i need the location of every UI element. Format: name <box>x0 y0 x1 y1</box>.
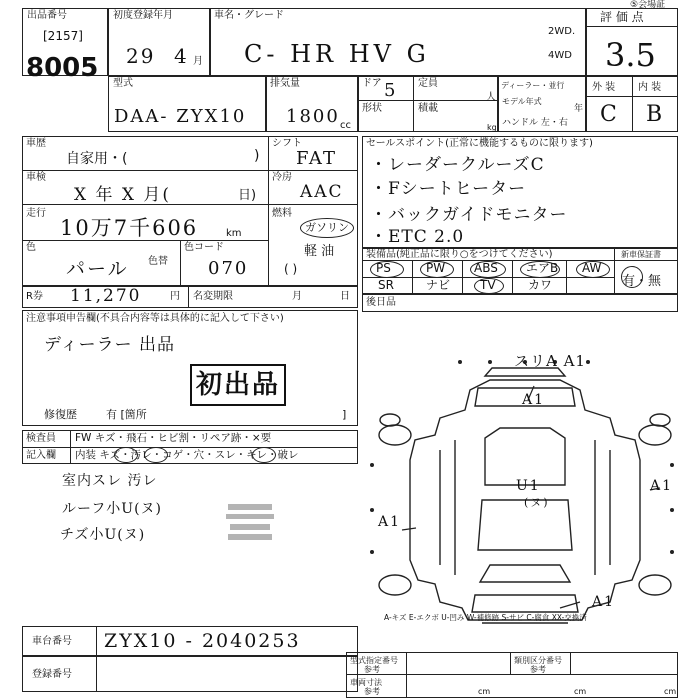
equip-tv: TV <box>480 278 496 292</box>
car-grade-label: 車名・グレード <box>214 10 284 21</box>
shift-label: シフト <box>272 138 302 149</box>
hand-note-3: チズ小U(ヌ) <box>60 527 146 543</box>
exterior-value: C <box>600 102 619 127</box>
type-no-ref: 参考 <box>364 665 380 674</box>
sales-points-label: セールスポイント(正常に機能するものに限ります) <box>366 138 593 149</box>
repair-label: 修復歴 <box>44 408 77 421</box>
sales-point-4: ・ETC 2.0 <box>370 227 465 247</box>
kg-unit: kg <box>487 123 497 132</box>
dims-ref: 参考 <box>364 687 380 696</box>
diagram-mark-bottom: A1 <box>592 594 616 610</box>
sales-point-3: ・バックガイドモニター <box>370 205 568 225</box>
model-year-label: モデル年式 <box>502 97 542 106</box>
chassis-label: 車台番号 <box>32 636 72 647</box>
diagram-legend: A-キズ E-エクボ U-凹み W-補修跡 S-サビ C-腐食 XX-交換済 <box>384 613 587 622</box>
deadline-month: 月 <box>292 291 302 302</box>
equip-navi: ナビ <box>426 278 451 292</box>
notes-text: ディーラー 出品 <box>44 335 176 355</box>
recycle-label: R券 <box>26 291 43 302</box>
equip-aw: AW <box>582 261 602 275</box>
doors-value: 5 <box>384 80 398 101</box>
dealer-label: ディーラー・並行 <box>501 81 565 90</box>
hand-note-1: 室内スレ 汚レ <box>62 473 158 489</box>
equip-leather: カワ <box>528 278 553 292</box>
registration-box <box>22 656 358 692</box>
wd2-label: 2WD. <box>548 26 576 37</box>
color-change-label: 色替 <box>148 256 168 267</box>
inspection-day: 日) <box>238 188 257 203</box>
score-value: 3.5 <box>605 36 656 74</box>
class-label: 類別区分番号 <box>514 656 562 665</box>
recycle-value: 11,270 <box>70 286 142 306</box>
notes-label: 注意事項申告欄(不具合内容等は具体的に記入して下さい) <box>26 313 284 324</box>
diagram-mark-center: U1 <box>516 478 541 494</box>
first-reg-month: 4 <box>174 44 189 68</box>
equip-sr: SR <box>378 278 394 292</box>
year-unit: 年 <box>574 104 584 114</box>
hand-note-2: ルーフ小U(ヌ) <box>62 501 163 517</box>
equip-pw: PW <box>426 261 446 275</box>
fuel-paren: ( ) <box>284 262 298 276</box>
displacement-value: 1800 <box>286 106 340 127</box>
handle-label: ハンドル 左・右 <box>502 118 568 128</box>
top-right-mark: ⑤会場証 <box>630 0 666 10</box>
sales-point-2: ・Fシートヒーター <box>370 179 527 199</box>
ac-label: 冷房 <box>272 172 292 183</box>
inspector-row-1: FW キズ・飛石・ヒビ割・リペア跡・×要 <box>75 432 272 444</box>
dims-cm-2: cm <box>574 687 587 696</box>
dims-label: 車両寸法 <box>350 678 382 687</box>
smudge-mark <box>224 500 280 548</box>
wd4-label: 4WD <box>548 50 572 61</box>
model-label: 型式 <box>113 78 133 89</box>
diagram-mark-center-sub: (ヌ) <box>524 496 550 509</box>
inspection-label: 車検 <box>26 172 46 183</box>
diagram-mark-a1-top: A1 <box>522 392 546 408</box>
later-notes-box <box>362 294 678 312</box>
doors-label: ドア <box>362 78 382 89</box>
first-reg-label: 初度登録年月 <box>113 10 173 21</box>
repair-close: ] <box>342 408 347 421</box>
history-label: 車歴 <box>26 138 46 149</box>
capacity-label: 定員 <box>418 78 438 89</box>
sales-point-1: ・レーダークルーズC <box>370 155 545 175</box>
car-name: C- HR HV G <box>244 40 430 68</box>
inspector-label-1: 検査員 <box>26 433 56 444</box>
cc-unit: cc <box>340 120 351 131</box>
equip-abs: ABS <box>474 261 498 275</box>
month-unit: 月 <box>193 56 203 67</box>
mileage-value: 10万7千606 <box>60 216 199 240</box>
registration-label: 登録番号 <box>32 669 72 680</box>
person-unit: 人 <box>486 92 496 103</box>
fuel-diesel: 軽 油 <box>304 244 335 259</box>
color-label: 色 <box>26 242 36 253</box>
repair-value: 有 [箇所 <box>106 408 147 421</box>
history-value: 自家用・( <box>66 151 128 167</box>
lot-small: [2157] <box>43 29 83 43</box>
equip-airbag: エアB <box>526 261 559 275</box>
lot-number: 8005 <box>26 53 99 83</box>
fuel-label: 燃料 <box>272 208 292 219</box>
fuel-gasoline: ガソリン <box>300 218 354 238</box>
diagram-mark-left: A1 <box>378 514 402 530</box>
yen-unit: 円 <box>170 291 180 302</box>
inspection-value: X 年 X 月( <box>74 185 172 205</box>
title-deadline-label: 名変期限 <box>193 291 233 302</box>
model-value: DAA- ZYX10 <box>114 106 247 127</box>
score-label: 評 価 点 <box>600 10 644 24</box>
chassis-value: ZYX10 - 2040253 <box>104 630 301 652</box>
dims-cm-1: cm <box>478 687 491 696</box>
color-code-value: 070 <box>208 258 249 279</box>
diagram-mark-top: スリA A1 <box>514 352 586 370</box>
deadline-day: 日 <box>340 291 350 302</box>
equipment-label: 装備品(純正品に限り○をつけてください) <box>366 249 553 260</box>
warranty-value: 有・無 <box>622 274 662 289</box>
type-no-label: 型式指定番号 <box>350 656 398 665</box>
warranty-label: 新車保証書 <box>621 250 661 259</box>
lot-label: 出品番号 <box>27 10 67 21</box>
dims-cm-3: cm <box>664 687 677 696</box>
interior-value: B <box>646 102 665 127</box>
km-unit: km <box>226 228 242 239</box>
displacement-label: 排気量 <box>270 78 300 89</box>
shift-value: FAT <box>296 148 337 169</box>
history-close: ) <box>254 148 260 164</box>
mileage-label: 走行 <box>26 208 46 219</box>
first-listing-stamp: 初出品 <box>190 364 286 406</box>
load-label: 積載 <box>418 103 438 114</box>
equip-ps: PS <box>376 261 391 275</box>
shape-label: 形状 <box>362 103 382 114</box>
inspector-label-2: 記入欄 <box>26 450 56 461</box>
later-notes-label: 後日品 <box>366 297 396 308</box>
color-value: パール <box>66 258 129 280</box>
interior-label: 内 装 <box>638 82 662 93</box>
ac-value: AAC <box>300 182 344 202</box>
exterior-label: 外 装 <box>592 82 616 93</box>
class-ref: 参考 <box>530 665 546 674</box>
color-code-label: 色コード <box>184 242 224 253</box>
first-reg-year: 29 <box>126 44 156 68</box>
diagram-mark-right: A1 <box>650 478 674 494</box>
inspector-row-2: 内装 キズ・汚レ・コゲ・穴・スレ・キレ・破レ <box>75 449 299 461</box>
